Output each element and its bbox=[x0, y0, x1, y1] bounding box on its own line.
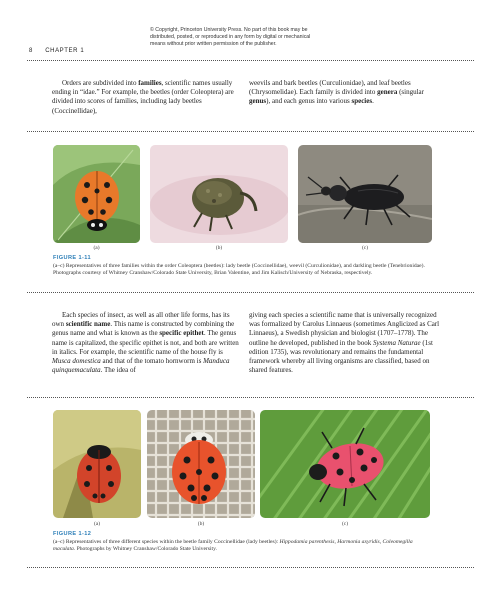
running-header bbox=[29, 48, 84, 54]
book-title: Systema Naturae bbox=[373, 338, 421, 347]
copyright-line: © Copyright, Princeton University Press. No part of this book may be bbox=[150, 27, 308, 33]
copyright-line: distributed, posted, or reproduced in any form by digital or mechanical bbox=[150, 34, 311, 40]
chapter-title: CHAPTER 1 bbox=[45, 48, 85, 54]
term-specific-epithet: specific epithet bbox=[159, 329, 204, 338]
paragraph-2-left: Each species of insect, as well as all other life forms, has its own scientific name. This name is constructed by combining the genus name and what is known as the specific epithet. The genus name is capitalized, the specific epithet is not, and both are written in italics. For example, the scientific name of the house fly is Musca domestica and that of the tomato hornworm is Manduca quinquemaculata. The idea of bbox=[52, 311, 239, 375]
panel-label: (a) bbox=[93, 521, 101, 527]
term-families: families bbox=[138, 79, 162, 87]
divider bbox=[27, 60, 474, 61]
species-name: Manduca quinquemaculata bbox=[52, 357, 230, 375]
paragraph-1-left: Orders are subdivided into families, scientific names usually ending in “idae.” For example, the beetles (order Coleoptera) are divided into scores of families, including lady beetles (Coccinellidae), bbox=[52, 79, 234, 115]
panel-label: (b) bbox=[215, 245, 223, 251]
figure-label: FIGURE 1-12 bbox=[53, 531, 92, 537]
figure-caption: (a–c) Representatives of three families within the order Coleoptera (beetles): lady beetle (Coccinellidae), weevil (Curculionidae), and darkling beetle (Tenebrionidae). Photographs courtesy of Whitney Cranshaw/Colorado State University, Brian Valentine, and Jim Kalisch/University of Nebraska, respectively. bbox=[53, 263, 425, 277]
ladybug-harmonia-photo bbox=[147, 410, 255, 518]
weevil-photo bbox=[150, 145, 288, 243]
species-name: Harmonia axyridis bbox=[337, 539, 380, 545]
term-species: species bbox=[351, 97, 373, 106]
divider bbox=[27, 131, 474, 132]
ladybug-photo bbox=[53, 145, 140, 243]
ladybug-coleomegilla-photo bbox=[260, 410, 430, 518]
species-name: Coleomegilla maculata bbox=[53, 539, 413, 553]
figure-caption: (a–c) Representatives of three different species within the beetle family Coccinellidae (lady beetles): Hippodamia parenthesis, Harmonia axyridis, Coleomegilla maculata. Photographs by Whitney Cranshaw/Colorado State University. bbox=[53, 539, 413, 553]
divider bbox=[27, 292, 474, 293]
paragraph-1-right: weevils and bark beetles (Curculionidae), and leaf beetles (Chrysomelidae). Each family is divided into genera (singular genus), and each genus into various species. bbox=[249, 79, 424, 106]
figure-label: FIGURE 1-11 bbox=[53, 255, 91, 261]
panel-label: (a) bbox=[93, 245, 100, 251]
ladybug-hippodamia-photo bbox=[53, 410, 141, 518]
term-genera: genera bbox=[377, 88, 398, 97]
divider bbox=[27, 397, 474, 398]
species-name: Hippodamia parenthesis bbox=[279, 539, 335, 545]
term-scientific-name: scientific name bbox=[65, 320, 111, 329]
paragraph-2-right: giving each species a scientific name that is universally recognized was formalized by Carolus Linnaeus (sometimes Anglicized as Carl Linnaeus), a Swedish physician and biologist (1707–1778). The outline he developed, published in the book Systema Naturae (1st edition 1735), was revolutionary and remains the fundamental framework whereby all living organisms are classified, based on shared features. bbox=[249, 311, 440, 375]
panel-label: (c) bbox=[341, 521, 349, 527]
panel-label: (c) bbox=[361, 245, 369, 251]
page-number: 8 bbox=[29, 48, 33, 54]
copyright-notice bbox=[150, 27, 380, 48]
term-genus: genus bbox=[249, 97, 267, 106]
divider bbox=[27, 567, 474, 568]
copyright-line: means without prior written permission of the publisher. bbox=[150, 41, 277, 47]
darkling-beetle-photo bbox=[298, 145, 432, 243]
panel-label: (b) bbox=[197, 521, 205, 527]
species-name: Musca domestica bbox=[52, 357, 101, 366]
